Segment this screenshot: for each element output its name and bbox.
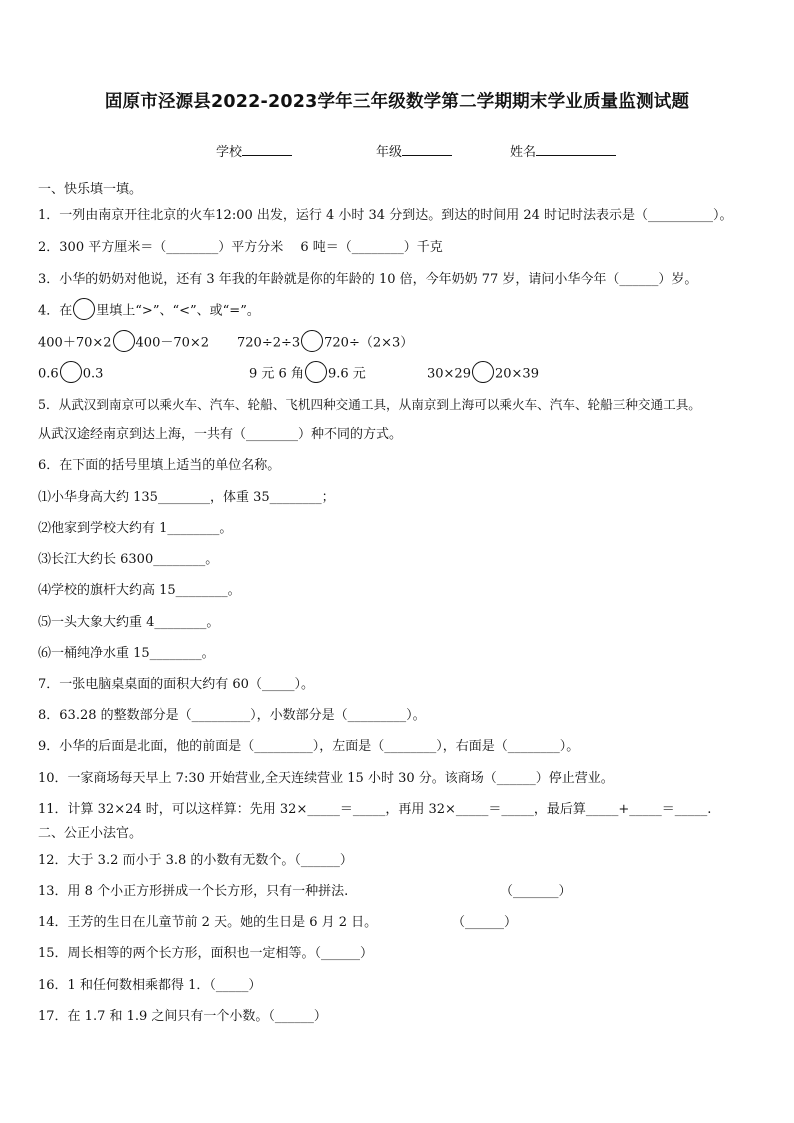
question-4 (38, 302, 260, 320)
q4-prefix: 4．在 (38, 303, 73, 319)
question-5-line-2: 从武汉途经南京到达上海，一共有（________）种不同的方式。 (38, 427, 403, 442)
name-label: 姓名 (510, 145, 537, 160)
question-9: 9．小华的后面是北面，他的前面是（_________），左面是（________），右面是（________）。 (38, 739, 580, 754)
compare-right: 0.3 (82, 366, 104, 382)
compare-left: 0.6 (38, 366, 59, 382)
compare-circle[interactable] (472, 361, 494, 383)
grade-field (376, 141, 452, 160)
grade-label: 年级 (376, 145, 403, 160)
question-17: 17．在 1.7 和 1.9 之间只有一个小数。（______） (38, 1009, 327, 1024)
q6-item: ⑸一头大象大约重 4________。 (38, 615, 220, 630)
q6-item: ⑵他家到学校大约有 1________。 (38, 521, 233, 536)
q4-compare-1 (38, 334, 209, 352)
school-field (216, 141, 292, 160)
q4-compare-4 (249, 365, 366, 383)
school-blank[interactable] (242, 142, 292, 156)
compare-circle[interactable] (301, 330, 323, 352)
question-3: 3．小华的奶奶对他说，还有 3 年我的年龄就是你的年龄的 10 倍，今年奶奶 77 岁，请问小华今年（______）岁。 (38, 272, 698, 287)
compare-right: 400－70×2 (135, 335, 210, 351)
compare-left: 30×29 (427, 366, 471, 382)
q14-answer-blank[interactable]: （______） (452, 915, 518, 930)
compare-left: 720÷2÷3 (237, 335, 301, 351)
question-16: 16．1 和任何数相乘都得 1．（_____） (38, 978, 262, 993)
q6-item: ⑶长江大约长 6300________。 (38, 552, 219, 567)
question-11: 11．计算 32×24 时，可以这样算：先用 32×_____＝_____，再用 32×_____＝_____，最后算_____+_____＝_____. (38, 802, 712, 817)
compare-right: 20×39 (494, 366, 539, 382)
question-2: 2．300 平方厘米＝（________）平方分米 6 吨＝（________）千克 (38, 240, 443, 255)
question-7: 7．一张电脑桌桌面的面积大约有 60（_____）。 (38, 677, 314, 692)
q4-compare-5 (427, 365, 539, 383)
section-2-heading: 二、公正小法官。 (38, 826, 143, 841)
question-15: 15．周长相等的两个长方形，面积也一定相等。（______） (38, 946, 374, 961)
question-12: 12．大于 3.2 而小于 3.8 的小数有无数个。（______） (38, 853, 353, 868)
q13-answer-blank[interactable]: （_______） (500, 884, 572, 899)
section-1-heading: 一、快乐填一填。 (38, 182, 143, 197)
compare-circle[interactable] (113, 330, 135, 352)
compare-right: 9.6 元 (327, 366, 366, 382)
q4-suffix: 里填上“>”、“<”、或“=”。 (96, 303, 260, 319)
school-label: 学校 (216, 145, 243, 160)
q6-item: ⑹一桶纯净水重 15________。 (38, 646, 215, 661)
compare-left: 9 元 6 角 (249, 366, 304, 382)
question-1: 1．一列由南京开往北京的火车12:00 出发，运行 4 小时 34 分到达。到达的时间用 24 时记时法表示是（__________）。 (38, 208, 733, 223)
grade-blank[interactable] (402, 142, 452, 156)
compare-circle[interactable] (60, 361, 82, 383)
question-14: 14．王芳的生日在儿童节前 2 天。她的生日是 6 月 2 日。 (38, 915, 378, 930)
question-13: 13．用 8 个小正方形拼成一个长方形，只有一种拼法. (38, 884, 349, 899)
page-title: 固原市泾源县2022-2023学年三年级数学第二学期期末学业质量监测试题 (104, 92, 690, 112)
q4-compare-2 (237, 334, 413, 352)
circle-blank-icon (73, 298, 95, 320)
compare-circle[interactable] (305, 361, 327, 383)
question-8: 8．63.28 的整数部分是（_________），小数部分是（_________）。 (38, 708, 426, 723)
compare-right: 720÷（2×3） (324, 335, 414, 351)
question-6: 6．在下面的括号里填上适当的单位名称。 (38, 458, 281, 473)
question-5-line-1: 5．从武汉到南京可以乘火车、汽车、轮船、飞机四种交通工具，从南京到上海可以乘火车、汽车、轮船三种交通工具。 (38, 397, 701, 412)
q4-compare-3 (38, 365, 103, 383)
compare-left: 400＋70×2 (38, 335, 112, 351)
name-blank[interactable] (536, 142, 616, 156)
q6-item: ⑷学校的旗杆大约高 15________。 (38, 583, 241, 598)
question-10: 10．一家商场每天早上 7:30 开始营业,全天连续营业 15 小时 30 分。该商场（______）停止营业。 (38, 771, 614, 786)
q6-item: ⑴小华身高大约 135________，体重 35________； (38, 490, 335, 505)
name-field (510, 141, 616, 160)
